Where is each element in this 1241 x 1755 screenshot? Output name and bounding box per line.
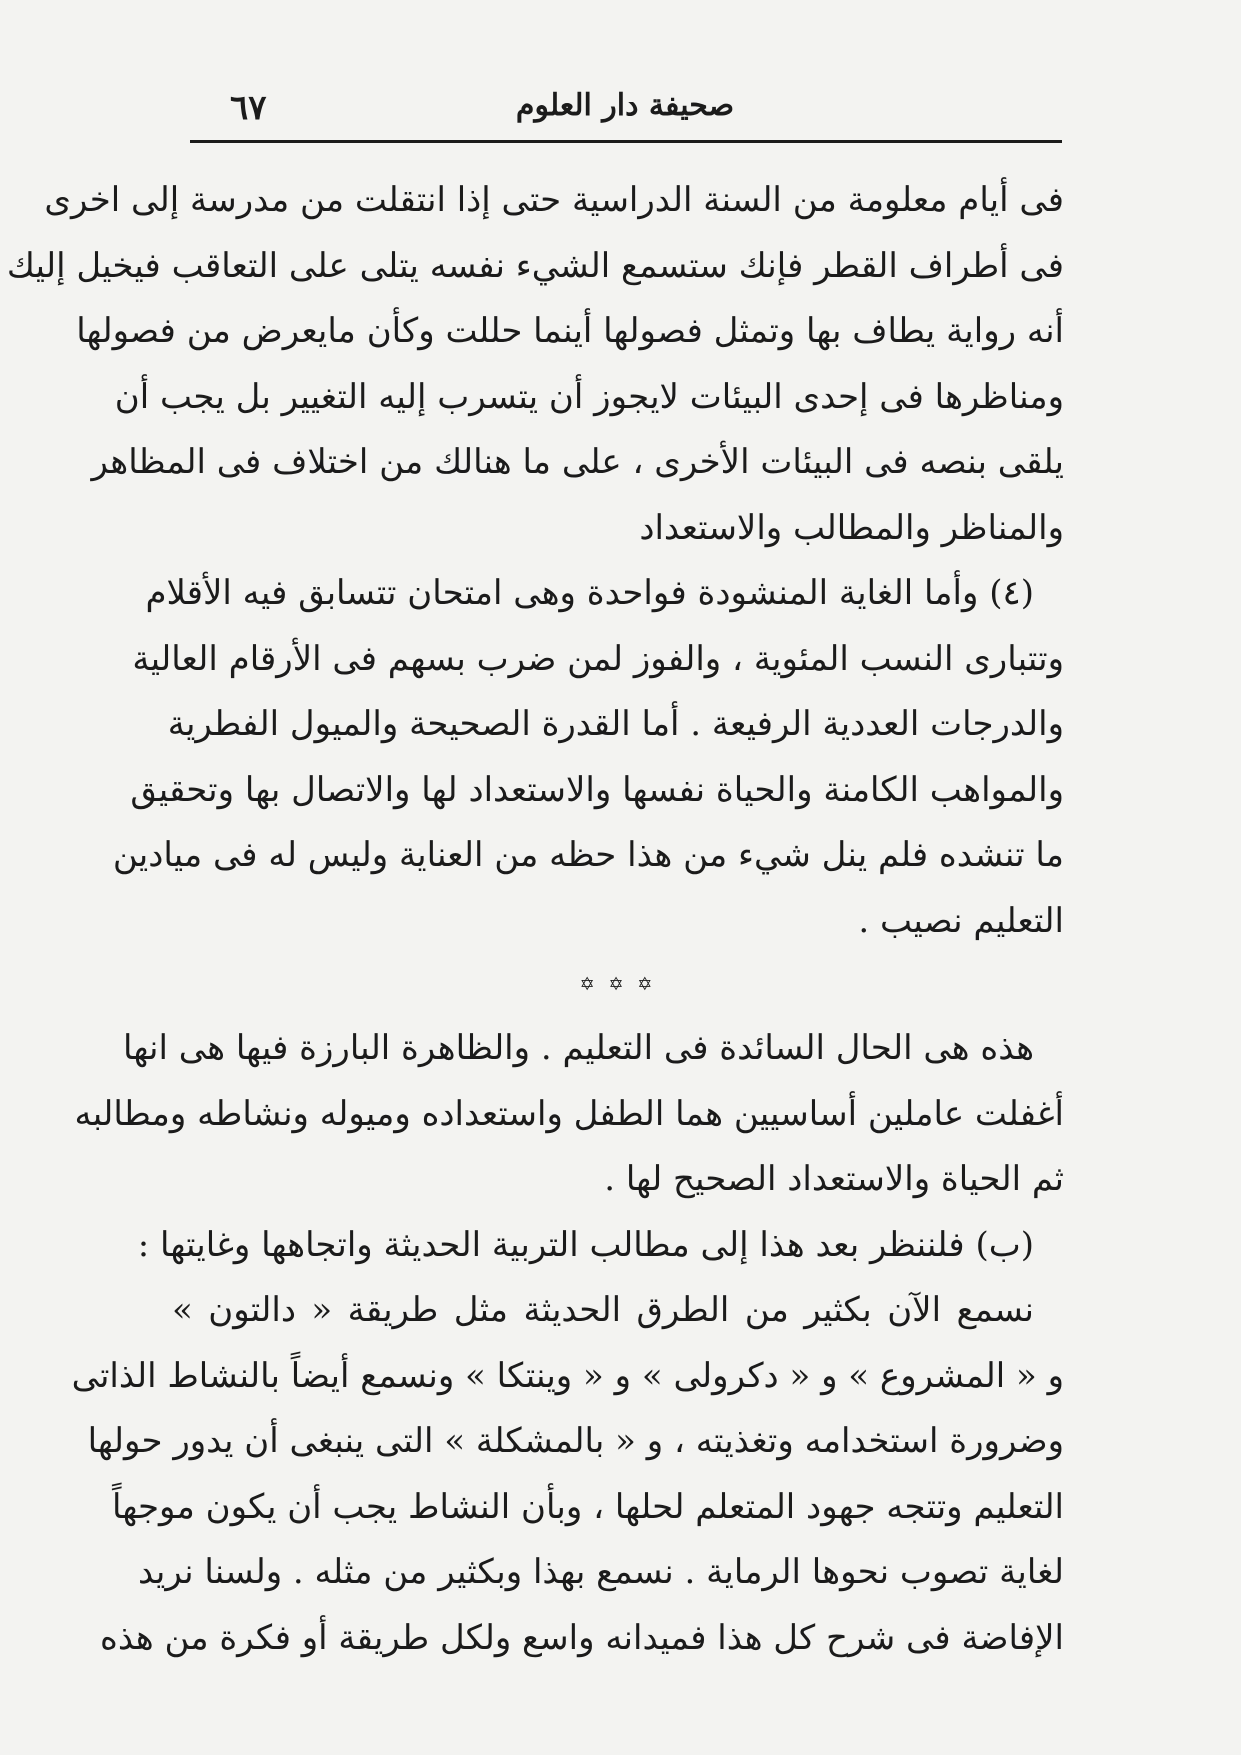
paragraph-4 <box>137 1213 1064 1279</box>
text-line: ثم الحياة والاستعداد الصحيح لها . <box>604 1159 1064 1199</box>
text-line: ما تنشده فلم ينل شيء من هذا حظه من العناية وليس له فى ميادين <box>112 835 1064 875</box>
text-line: فى أطراف القطر فإنك ستسمع الشيء نفسه يتلى على التعاقب فيخيل إليك <box>6 245 1064 286</box>
text-line: (٤) وأما الغاية المنشودة فواحدة وهى امتحان تتسابق فيه الأقلام <box>145 573 1034 613</box>
text-line: و « المشروع » و « دكرولى » و « وينتكا » ونسمع أيضاً بالنشاط الذاتى <box>71 1355 1064 1396</box>
page-header <box>190 82 1060 142</box>
text-line: ومناظرها فى إحدى البيئات لايجوز أن يتسرب إليه التغيير بل يجب أن <box>114 376 1064 417</box>
paragraph-2 <box>112 561 1064 954</box>
text-line: وضرورة استخدامه وتغذيته ، و « بالمشكلة » التى ينبغى أن يدور حولها <box>87 1421 1064 1461</box>
text-line: والمواهب الكامنة والحياة نفسها والاستعداد لها والاتصال بها وتحقيق <box>130 769 1064 810</box>
paragraph-3 <box>74 1016 1064 1213</box>
page-number: ٦٧ <box>230 88 267 128</box>
text-line: (ب) فلننظر بعد هذا إلى مطالب التربية الحديثة واتجاهها وغايتها : <box>137 1224 1034 1265</box>
paragraph-1 <box>6 168 1064 561</box>
text-line: الإفاضة فى شرح كل هذا فميدانه واسع ولكل طريقة أو فكرة من هذه <box>100 1617 1064 1658</box>
text-line: أنه رواية يطاف بها وتمثل فصولها أينما حللت وكأن مايعرض من فصولها <box>76 311 1064 351</box>
text-line: أغفلت عاملين أساسيين هما الطفل واستعداده وميوله ونشاطه ومطالبه <box>74 1093 1064 1134</box>
running-title: صحيفة دار العلوم <box>515 88 735 123</box>
text-line: فى أيام معلومة من السنة الدراسية حتى إذا انتقلت من مدرسة إلى اخرى <box>44 180 1064 220</box>
text-line: لغاية تصوب نحوها الرماية . نسمع بهذا وبكثير من مثله . ولسنا نريد <box>138 1552 1064 1592</box>
text-line: التعليم نصيب . <box>858 900 1064 941</box>
text-line: التعليم وتتجه جهود المتعلم لحلها ، وبأن النشاط يجب أن يكون موجهاً <box>112 1486 1064 1527</box>
section-separator: ✡ ✡ ✡ <box>579 974 657 995</box>
text-line: وتتبارى النسب المئوية ، والفوز لمن ضرب بسهم فى الأرقام العالية <box>132 638 1064 679</box>
text-line: نسمع الآن بكثير من الطرق الحديثة مثل طريقة « دالتون » <box>172 1290 1034 1330</box>
body-text <box>6 168 1064 1671</box>
text-line: والدرجات العددية الرفيعة . أما القدرة الصحيحة والميول الفطرية <box>167 704 1064 744</box>
text-line: يلقى بنصه فى البيئات الأخرى ، على ما هنالك من اختلاف فى المظاهر <box>91 442 1064 482</box>
header-rule <box>190 140 1062 143</box>
paragraph-5 <box>71 1278 1064 1671</box>
text-line: هذه هى الحال السائدة فى التعليم . والظاهرة البارزة فيها هى انها <box>123 1028 1034 1068</box>
text-line: والمناظر والمطالب والاستعداد <box>639 507 1064 548</box>
